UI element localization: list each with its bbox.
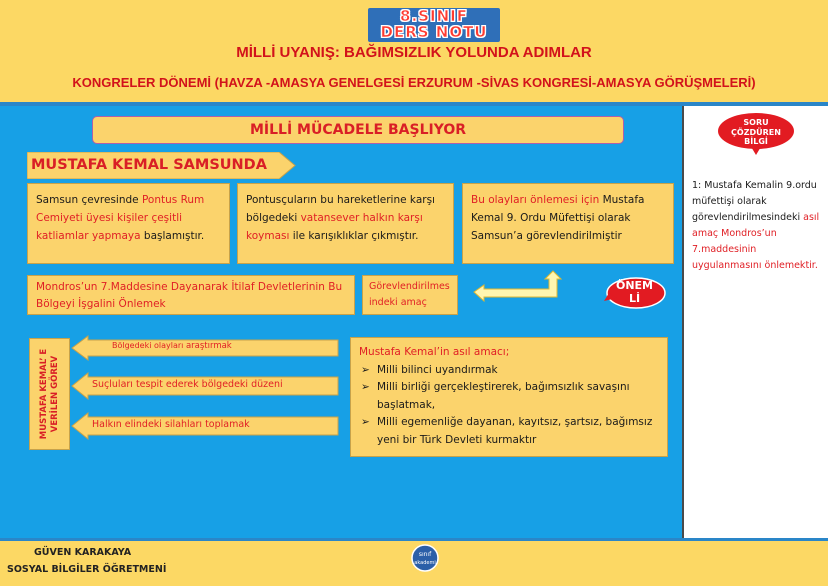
duty-text-2: Suçluları tespit ederek bölgedeki düzeni bbox=[92, 379, 283, 390]
aims-heading: Mustafa Kemal’in asıl amacı; bbox=[359, 346, 510, 358]
purpose-text: Mondros’un 7.Maddesine Dayanarak İtilaf Devletlerinin Bu Bölgeyi İşgalini Önlemek bbox=[36, 281, 343, 310]
purpose-label: Görevlendirilmes indeki amaç bbox=[369, 281, 450, 308]
class-tag bbox=[368, 8, 500, 42]
important-badge-text bbox=[603, 279, 666, 305]
duty-item-1 bbox=[70, 335, 340, 361]
duties-label-line1: MUSTAFA KEMAL’ E bbox=[38, 348, 49, 440]
aims-item-text: Milli birliği gerçekleştirerek, bağımsızlık savaşını başlatmak, bbox=[377, 381, 630, 411]
author-title: SOSYAL BİLGİLER ÖĞRETMENİ bbox=[7, 564, 167, 575]
side-note-black: 1: Mustafa Kemalin 9.ordu müfettişi olarak görevlendirilmesindeki bbox=[692, 180, 817, 223]
aims-item bbox=[359, 414, 659, 449]
duties-label-box bbox=[29, 338, 70, 450]
aims-item bbox=[359, 362, 659, 380]
side-note-red: asıl amaç Mondros’un 7.maddesinin uygulanmasını önlemektir. bbox=[692, 212, 820, 271]
info-box-assignment-b: Mustafa Kemal 9. Ordu Müfettişi olarak Samsun’a görevlendirilmiştir bbox=[471, 194, 645, 242]
purpose-label-box bbox=[362, 275, 458, 315]
duty-item-2 bbox=[70, 372, 340, 400]
aims-list bbox=[359, 362, 659, 450]
aims-item-text: Milli bilinci uyandırmak bbox=[377, 363, 498, 376]
bullet-arrow-icon: ➢ bbox=[361, 416, 370, 428]
aims-box bbox=[350, 337, 668, 457]
tip-cloud bbox=[716, 111, 796, 155]
main-banner: MİLLİ MÜCADELE BAŞLIYOR bbox=[92, 116, 624, 144]
side-panel bbox=[684, 106, 828, 538]
duty-text-3: Halkın elindeki silahları toplamak bbox=[92, 419, 250, 430]
bullet-arrow-icon: ➢ bbox=[361, 381, 370, 393]
info-box-resistance-a: Pontusçuların bu hareketlerine karşı bölgedeki bbox=[246, 194, 435, 224]
duties-label-line2: VERİLEN GÖREV bbox=[49, 355, 60, 433]
section-title: MUSTAFA KEMAL SAMSUNDA bbox=[31, 157, 267, 173]
duty-text-1a: Bölgedeki olayları bbox=[112, 341, 186, 350]
logo-text-1: sınıf bbox=[418, 551, 432, 558]
important-badge-line2: Lİ bbox=[628, 292, 641, 305]
page-subtitle: KONGRELER DÖNEMİ (HAVZA -AMASYA GENELGESİ ERZURUM -SİVAS KONGRESİ-AMASYA GÖRÜŞMELERİ) bbox=[72, 75, 756, 90]
tip-cloud-line3: BİLGİ bbox=[744, 137, 768, 146]
info-box-resistance bbox=[237, 183, 454, 264]
duty-text-1 bbox=[112, 335, 232, 357]
duty-item-3 bbox=[70, 412, 340, 440]
purpose-box bbox=[27, 275, 355, 315]
tip-cloud-text bbox=[716, 118, 796, 147]
important-badge bbox=[603, 276, 666, 310]
info-box-pontus-b: Pontus Rum Cemiyeti üyesi kişiler çeşitli katliamlar yapmaya bbox=[36, 194, 205, 242]
section-title-banner bbox=[27, 152, 297, 179]
tip-cloud-line2: ÇÖZDÜREN bbox=[731, 127, 781, 137]
bullet-arrow-icon: ➢ bbox=[361, 363, 370, 376]
class-tag-line1: 8.SINIF bbox=[400, 7, 468, 25]
side-note bbox=[692, 178, 828, 274]
class-tag-line2: DERS NOTU bbox=[380, 23, 488, 41]
info-box-pontus-c: başlamıştır. bbox=[140, 230, 205, 242]
logo-icon bbox=[398, 543, 452, 573]
page-title: MİLLİ UYANIŞ: BAĞIMSIZLIK YOLUNDA ADIMLAR bbox=[236, 44, 592, 61]
info-box-resistance-b: vatansever halkın karşı koyması bbox=[246, 212, 423, 242]
logo-text-2: akademi bbox=[414, 560, 436, 566]
duty-text-1b: araştırmak bbox=[185, 341, 232, 351]
info-box-resistance-c: ile karışıklıklar çıkmıştır. bbox=[289, 230, 419, 242]
info-box-pontus bbox=[27, 183, 230, 264]
important-badge-line1: ÖNEM bbox=[615, 279, 654, 292]
info-box-pontus-a: Samsun çevresinde bbox=[36, 194, 142, 206]
info-box-assignment bbox=[462, 183, 674, 264]
aims-item-text: Milli egemenliğe dayanan, kayıtsız, şartsız, bağımsız yeni bir Türk Devleti kurmaktır bbox=[377, 416, 653, 446]
aims-item bbox=[359, 379, 659, 414]
logo bbox=[398, 543, 452, 573]
info-box-assignment-a: Bu olayları önlemesi için bbox=[471, 194, 600, 206]
author-name: GÜVEN KARAKAYA bbox=[34, 547, 132, 558]
tip-cloud-line1: SORU bbox=[743, 118, 769, 127]
duties-label bbox=[39, 349, 61, 439]
